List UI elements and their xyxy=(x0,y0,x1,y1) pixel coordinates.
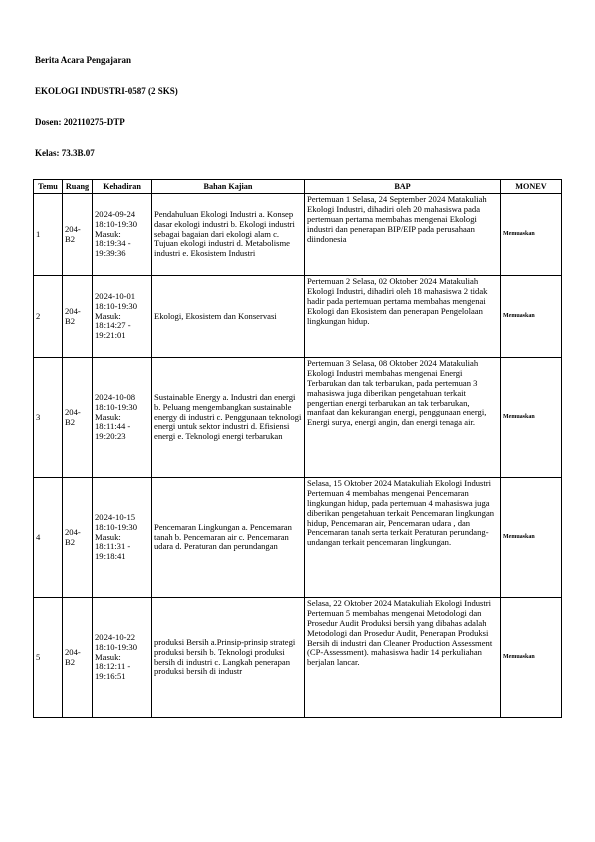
table-row xyxy=(34,194,562,276)
cell-temu: 4 xyxy=(34,478,63,598)
cell-kehadiran: 2024-10-08 18:10-19:30 Masuk: 18:11:44 - 19:20:23 xyxy=(93,358,152,478)
cell-temu: 3 xyxy=(34,358,63,478)
cell-bap: Pertemuan 1 Selasa, 24 September 2024 Matakuliah Ekologi Industri, dihadiri oleh 20 mahasiswa pada pertemuan pertama membahas mengenai Ekologi industri dan penerapan BIP/EIP pada perusahaan diindonesia xyxy=(305,194,501,276)
table-row xyxy=(34,598,562,718)
cell-kehadiran: 2024-10-22 18:10-19:30 Masuk: 18:12:11 - 19:16:51 xyxy=(93,598,152,718)
cell-bap: Pertemuan 3 Selasa, 08 Oktober 2024 Matakuliah Ekologi Industri membahas mengenai Energi Terbarukan dan tak terbarukan, pada pertemuan 3 mahasiswa juga diberikan pengetahuan terkait pengertian energi terbarukan an tak terbarukan, manfaat dan kekurangan energi, penggunaan energi, Energi surya, energi angin, dan energi tenaga air. xyxy=(305,358,501,478)
cell-monev: Memuaskan xyxy=(501,276,562,358)
cell-bap: Selasa, 15 Oktober 2024 Matakuliah Ekologi Industri Pertemuan 4 membahas mengenai Pencemaran lingkungan hidup, pada pertemuan 4 mahasiswa juga diberikan pengetahuan terkait Pencemaran lingkungan hidup, Pencemaran air, Pencemaran udara , dan Pencemaran tanah serta terkait Peraturan perundang-undangan terkait pencemaran lingkungan. xyxy=(305,478,501,598)
cell-bap: Selasa, 22 Oktober 2024 Matakuliah Ekologi Industri Pertemuan 5 membahas mengenai Metodologi dan Prosedur Audit Produksi bersih yang dibahas adalah Metodologi dan Prosedur Audit, Penerapan Produksi Bersih di industri dan Cleaner Production Assessment (CP-Assessment). mahasiswa hadir 14 perkuliahan berjalan lancar. xyxy=(305,598,501,718)
cell-monev: Memuaskan xyxy=(501,194,562,276)
cell-kehadiran: 2024-09-24 18:10-19:30 Masuk: 18:19:34 - 19:39:36 xyxy=(93,194,152,276)
column-header-bap: BAP xyxy=(305,180,501,194)
class-name: Kelas: 73.3B.07 xyxy=(35,148,95,158)
cell-temu: 5 xyxy=(34,598,63,718)
cell-ruang: 204-B2 xyxy=(63,358,93,478)
document-title: Berita Acara Pengajaran xyxy=(35,55,131,65)
cell-bahan-kajian: produksi Bersih a.Prinsip-prinsip strategi produksi bersih b. Teknologi produksi bersih di industri c. Langkah penerapan produksi bersih di industr xyxy=(152,598,305,718)
column-header-ruang: Ruang xyxy=(63,180,93,194)
cell-kehadiran: 2024-10-15 18:10-19:30 Masuk: 18:11:31 - 19:18:41 xyxy=(93,478,152,598)
cell-temu: 2 xyxy=(34,276,63,358)
cell-ruang: 204-B2 xyxy=(63,598,93,718)
column-header-kehadiran: Kehadiran xyxy=(93,180,152,194)
table-header-row xyxy=(34,180,562,194)
cell-ruang: 204-B2 xyxy=(63,478,93,598)
cell-monev: Memuaskan xyxy=(501,598,562,718)
cell-bahan-kajian: Ekologi, Ekosistem dan Konservasi xyxy=(152,276,305,358)
column-header-bahan-kajian: Bahan Kajian xyxy=(152,180,305,194)
cell-bahan-kajian: Sustainable Energy a. Industri dan energi b. Peluang mengembangkan sustainable energy di industri c. Penggunaan teknologi energi untuk sektor industri d. Efisiensi energi e. Teknologi energi terbarukan xyxy=(152,358,305,478)
cell-bahan-kajian: Pencemaran Lingkungan a. Pencemaran tanah b. Pencemaran air c. Pencemaran udara d. Peraturan dan perundangan xyxy=(152,478,305,598)
cell-monev: Memuaskan xyxy=(501,478,562,598)
lecturer-id: Dosen: 202110275-DTP xyxy=(35,117,125,127)
cell-bahan-kajian: Pendahuluan Ekologi Industri a. Konsep dasar ekologi industri b. Ekologi industri sebagai bagaian dari ekologi alam c. Tujuan ekologi industri d. Metabolisme industri e. Ekosistem Industri xyxy=(152,194,305,276)
column-header-monev: MONEV xyxy=(501,180,562,194)
cell-ruang: 204-B2 xyxy=(63,194,93,276)
teaching-report-table xyxy=(33,179,562,718)
cell-temu: 1 xyxy=(34,194,63,276)
table-row xyxy=(34,358,562,478)
column-header-temu: Temu xyxy=(34,180,63,194)
table-row xyxy=(34,276,562,358)
table-row xyxy=(34,478,562,598)
cell-ruang: 204-B2 xyxy=(63,276,93,358)
cell-kehadiran: 2024-10-01 18:10-19:30 Masuk: 18:14:27 - 19:21:01 xyxy=(93,276,152,358)
course-name: EKOLOGI INDUSTRI-0587 (2 SKS) xyxy=(35,86,178,96)
cell-bap: Pertemuan 2 Selasa, 02 Oktober 2024 Matakuliah Ekologi Industri, dihadiri oleh 18 mahasiswa 2 tidak hadir pada pertemuan pertama membahas mengenai Ekologi dan Ekosistem dan penerapan Pengelolaan lingkungan hidup. xyxy=(305,276,501,358)
cell-monev: Memuaskan xyxy=(501,358,562,478)
